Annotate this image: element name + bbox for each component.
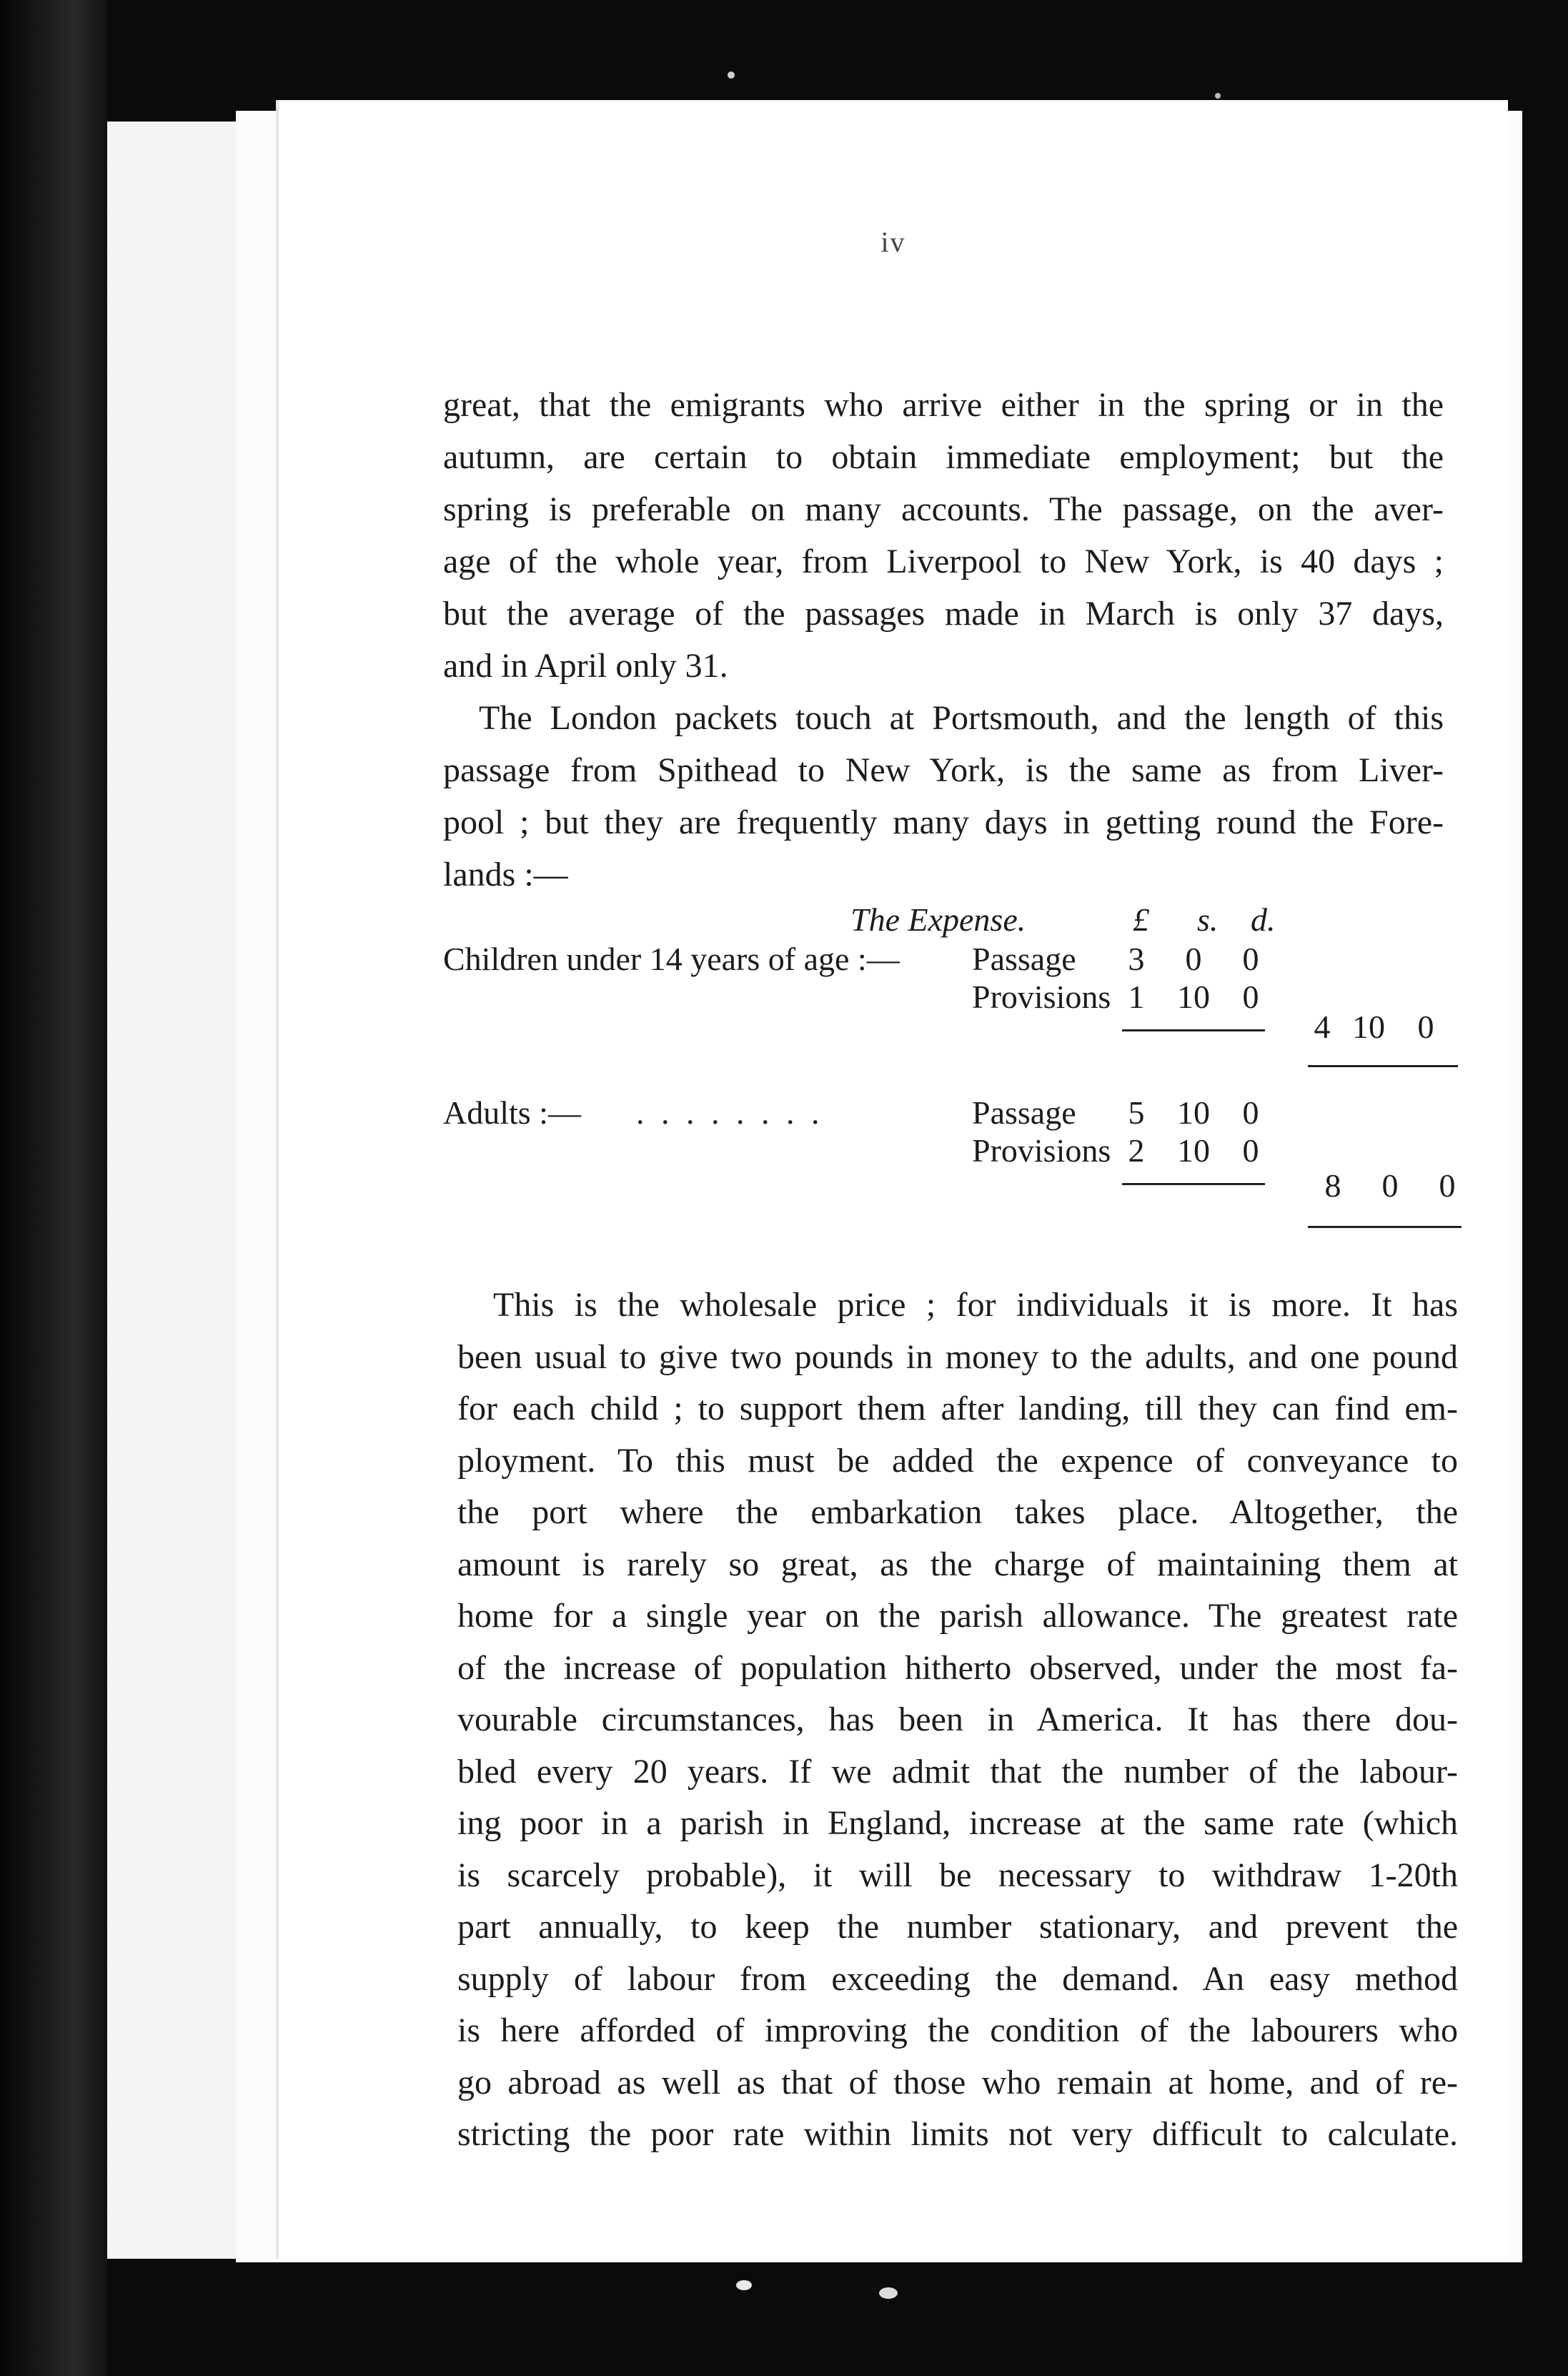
text-line: been usual to give two pounds in money to the adults, and one pound [457,1337,1458,1376]
pence-value: 0 [1242,979,1259,1015]
adults-provisions-row [443,1132,1465,1172]
total-pounds: 8 [1324,1167,1341,1204]
book-page [279,100,1508,2259]
shillings-value: 10 [1177,1094,1210,1131]
scan-speck [736,2280,752,2290]
children-label: Children under 14 years of age :— [443,941,900,977]
children-passage-row [443,940,1465,980]
pound-header: £ [1133,901,1149,938]
text-line: part annually, to keep the number stationary, and prevent the [457,1908,1458,1946]
text-line: passage from Spithead to New York, is the same as from Liver- [443,751,1444,789]
total-pence: 0 [1439,1167,1456,1204]
text-line: supply of labour from exceeding the demand. An easy method [457,1959,1458,1998]
expense-title: The Expense. [850,901,1026,938]
scan-speck [728,71,735,79]
item-name: Passage [972,1094,1076,1131]
paragraph-wholesale-price [457,1279,1458,2161]
total-shillings: 10 [1352,1009,1385,1045]
pounds-value: 1 [1128,979,1145,1015]
text-line: is here afforded of improving the condition of the labourers who [457,2011,1458,2049]
text-line: vourable circumstances, has been in America. It has there dou- [457,1701,1458,1738]
text-line: lands :— [443,856,568,894]
dot-leader: . . . . . . . . [636,1094,824,1131]
text-line: ployment. To this must be added the expence of conveyance to [457,1441,1458,1480]
text-line: ing poor in a parish in England, increase at the same rate (which [457,1804,1458,1842]
text-line: bled every 20 years. If we admit that the number of the labour- [457,1752,1458,1791]
total-rule [1308,1226,1462,1228]
item-name: Provisions [972,979,1111,1015]
text-line: stricting the poor rate within limits not very difficult to calculate. [457,2115,1458,2153]
expense-table [443,901,1465,1272]
scan-dark-margin [0,0,107,2376]
text-line: pool ; but they are frequently many days in getting round the Fore- [443,803,1444,841]
text-line: spring is preferable on many accounts. The passage, on the aver- [443,490,1444,528]
adults-label: Adults :— [443,1094,581,1131]
shilling-header: s. [1197,901,1219,938]
text-line: the port where the embarkation takes place. Altogether, the [457,1493,1458,1531]
total-pounds: 4 [1314,1009,1331,1045]
text-line: This is the wholesale price ; for individuals it is more. It has [493,1286,1458,1324]
pence-value: 0 [1242,941,1259,977]
item-name: Provisions [972,1132,1111,1169]
total-shillings: 0 [1381,1167,1399,1204]
pence-header: d. [1251,901,1276,938]
paragraph-london-packets-cont [443,744,1444,901]
shillings-value: 10 [1177,979,1210,1015]
pence-value: 0 [1242,1132,1259,1169]
children-total-row [443,1008,1465,1048]
expense-header [443,901,1465,944]
pence-value: 0 [1242,1094,1259,1131]
adults-passage-row [443,1094,1465,1134]
pounds-value: 3 [1128,941,1145,977]
scan-speck [879,2287,898,2299]
text-line: is scarcely probable), it will be necessary to withdraw 1-20th [457,1856,1458,1894]
total-pence: 0 [1417,1009,1434,1045]
shillings-value: 0 [1185,941,1202,977]
text-line: go abroad as well as that of those who remain at home, and of re- [457,2063,1458,2102]
paragraph-passage-times [443,379,1444,901]
scan-speck [1215,93,1221,99]
shillings-value: 10 [1177,1132,1210,1169]
text-line: home for a single year on the parish allowance. The greatest rate [457,1597,1458,1635]
text-line: amount is rarely so great, as the charge of maintaining them at [457,1545,1458,1583]
text-line: and in April only 31. [443,647,728,685]
text-line: great, that the emigrants who arrive either in the spring or in the [443,386,1444,424]
page-number: iv [880,226,906,258]
text-line: of the increase of population hitherto observed, under the most fa- [457,1648,1458,1687]
text-line: but the average of the passages made in March is only 37 days, [443,595,1444,633]
pounds-value: 5 [1128,1094,1145,1131]
text-line: autumn, are certain to obtain immediate employment; but the [443,438,1444,476]
pounds-value: 2 [1128,1132,1145,1169]
adults-total-row [443,1167,1465,1207]
paragraph-london-packets [443,692,1444,744]
text-line: for each child ; to support them after landing, till they can find em- [457,1390,1458,1427]
text-line: The London packets touch at Portsmouth, and the length of this [479,699,1444,737]
text-line: age of the whole year, from Liverpool to New York, is 40 days ; [443,543,1444,580]
item-name: Passage [972,941,1076,977]
total-rule [1308,1065,1458,1067]
